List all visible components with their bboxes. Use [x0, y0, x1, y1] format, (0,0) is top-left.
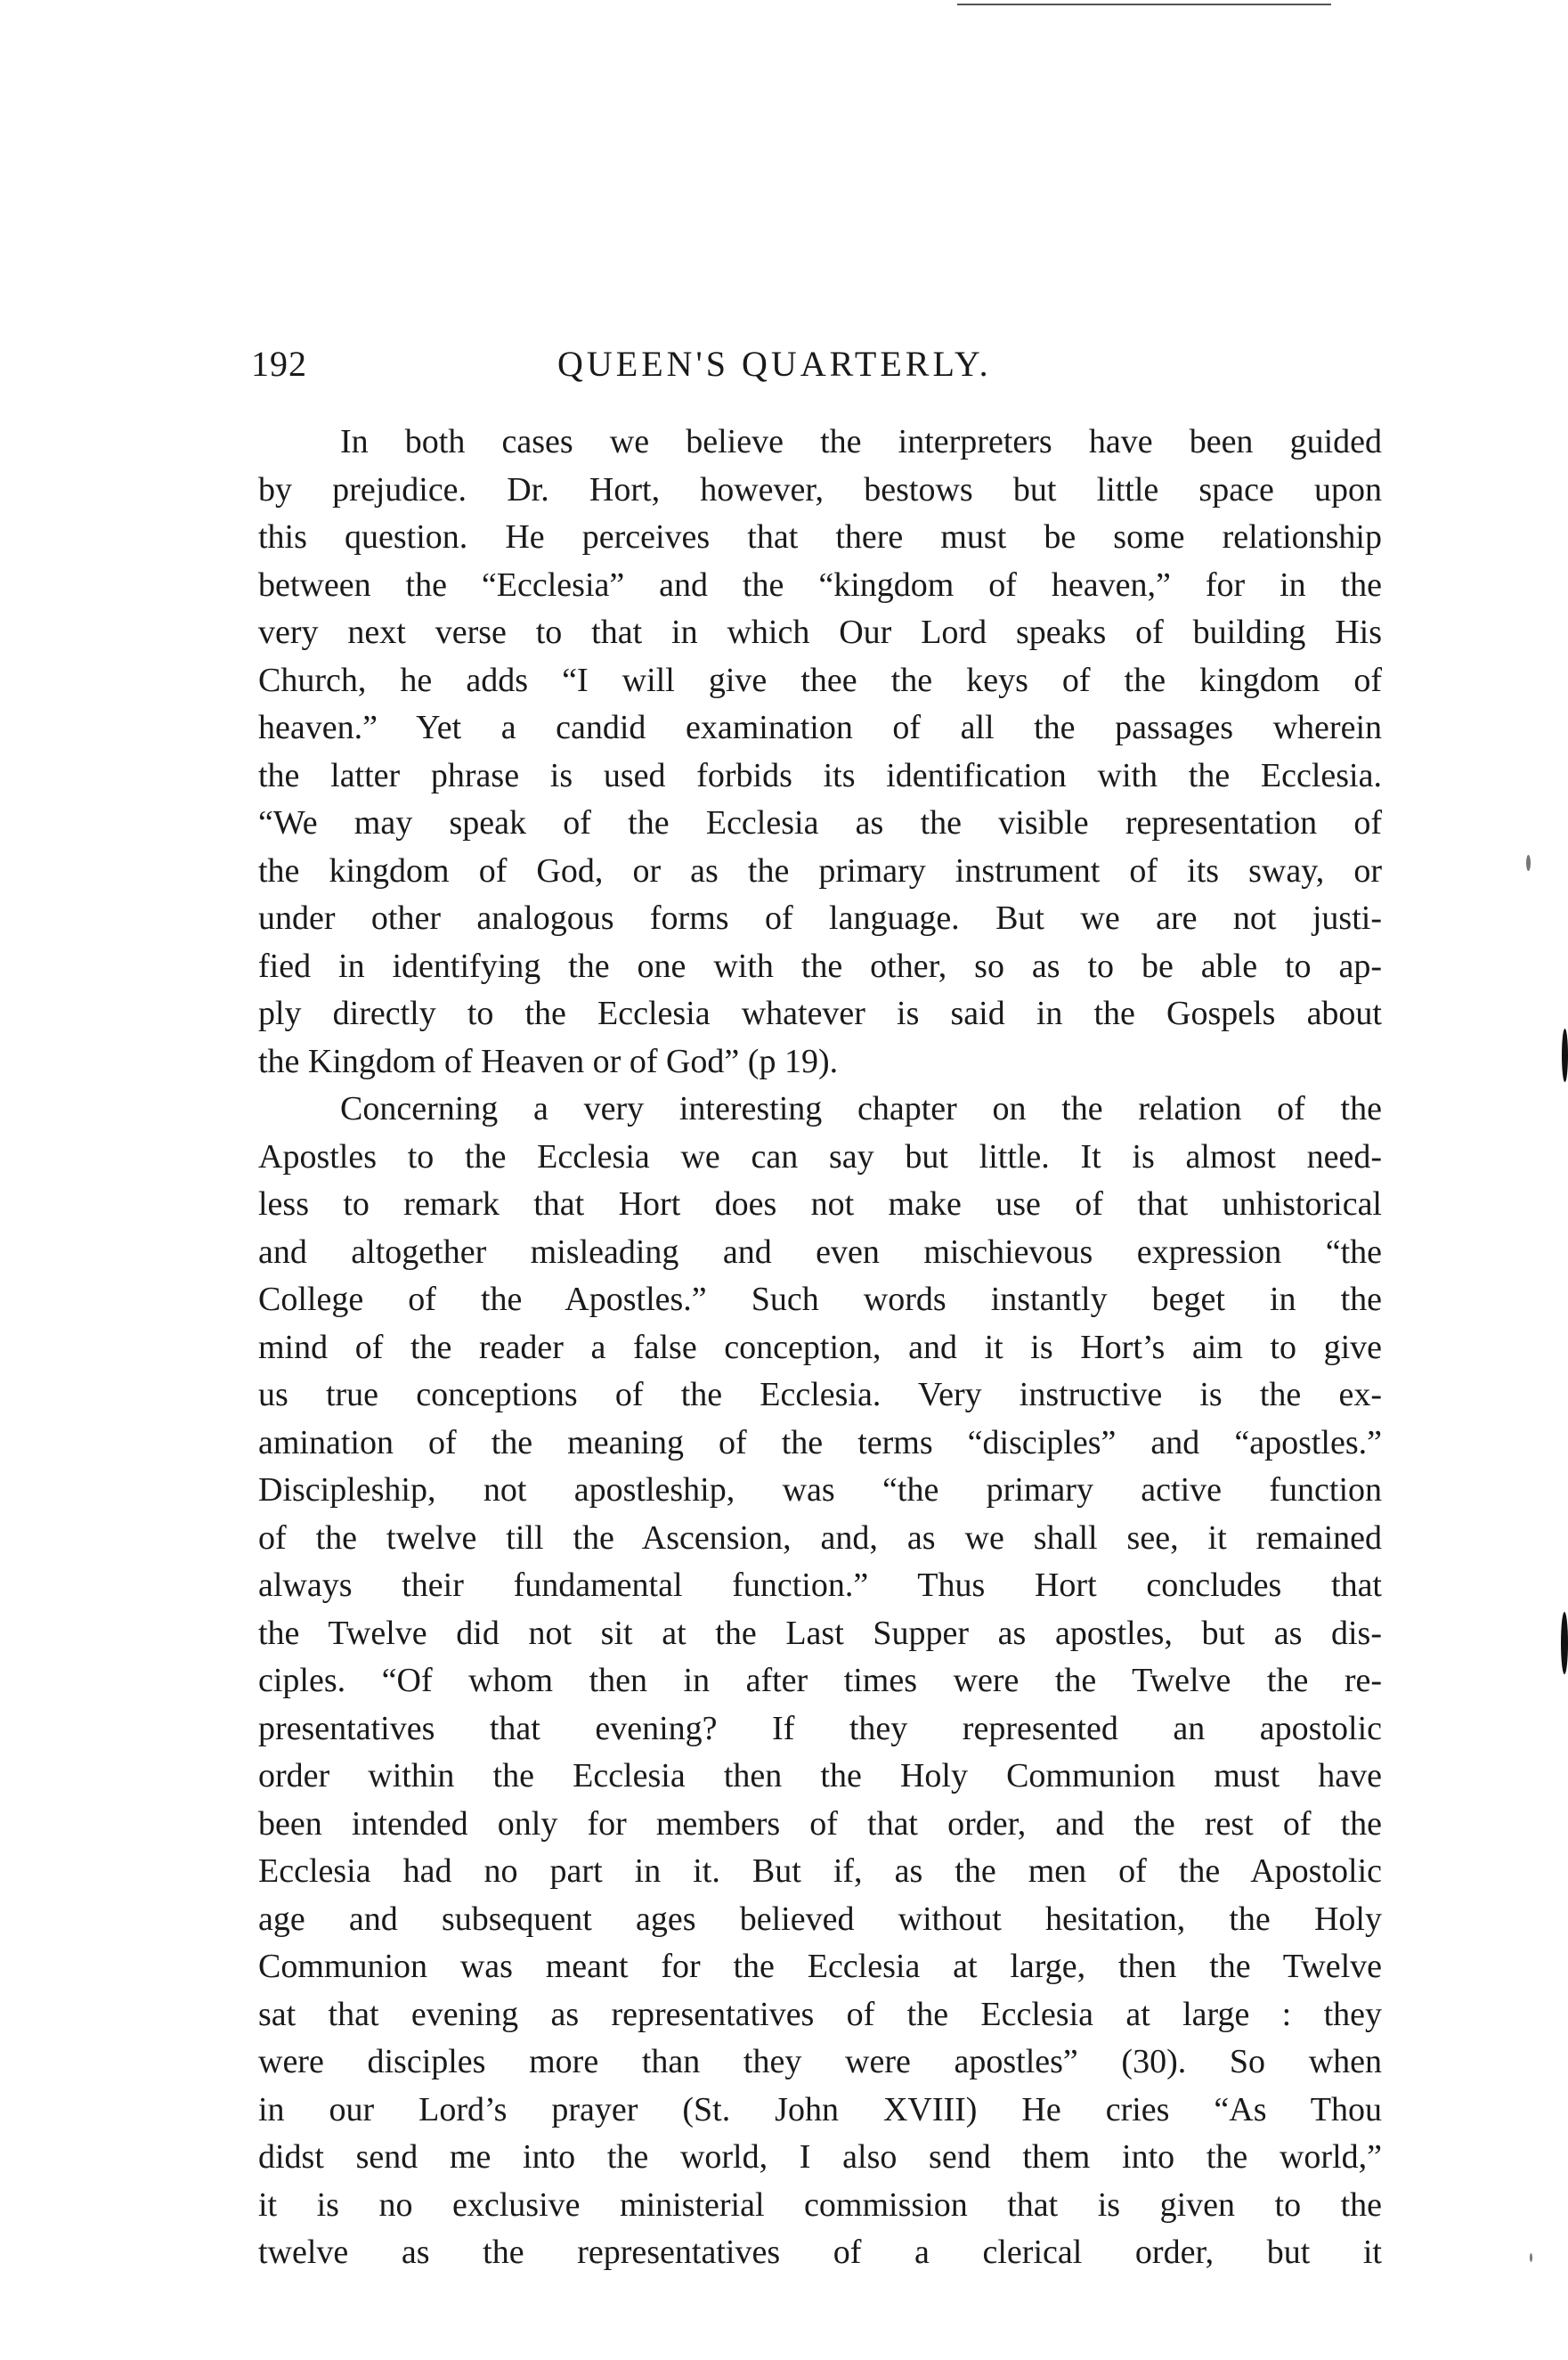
text-line: Ecclesia had no part in it. But if, as the men of the Apostolic: [258, 1852, 1382, 1890]
text-line: “We may speak of the Ecclesia as the visible representation of: [258, 804, 1382, 842]
text-line: this question. He perceives that there must be some relationship: [258, 518, 1382, 556]
text-line: in our Lord’s prayer (St. John XVIII) He cries “As Thou: [258, 2090, 1382, 2128]
text-line: Concerning a very interesting chapter on the relation of the: [340, 1090, 1382, 1127]
running-head: [239, 343, 1396, 396]
journal-title: QUEEN'S QUARTERLY.: [557, 344, 992, 384]
text-line: fied in identifying the one with the other, so as to be able to ap-: [258, 947, 1382, 985]
top-edge-rule: [957, 4, 1331, 5]
text-line: sat that evening as representatives of the Ecclesia at large : they: [258, 1995, 1382, 2033]
text-line: didst send me into the world, I also send them into the world,”: [258, 2138, 1382, 2176]
text-line: Apostles to the Ecclesia we can say but little. It is almost need-: [258, 1137, 1382, 1176]
text-line: ciples. “Of whom then in after times were the Twelve the re-: [258, 1662, 1382, 1699]
text-line: been intended only for members of that order, and the rest of the: [258, 1804, 1382, 1843]
text-line: the latter phrase is used forbids its identification with the Ecclesia.: [258, 756, 1382, 794]
text-line: were disciples more than they were apostles” (30). So when: [258, 2043, 1382, 2080]
text-line: twelve as the representatives of a clerical order, but it: [258, 2234, 1382, 2271]
text-line: between the “Ecclesia” and the “kingdom of heaven,” for in the: [258, 566, 1382, 604]
text-line: mind of the reader a false conception, and it is Hort’s aim to give: [258, 1328, 1382, 1366]
text-line: ply directly to the Ecclesia whatever is said in the Gospels about: [258, 995, 1382, 1032]
margin-speck: [1526, 855, 1531, 871]
text-line: In both cases we believe the interpreters have been guided: [340, 423, 1382, 460]
text-line: presentatives that evening? If they represented an apostolic: [258, 1709, 1382, 1747]
body-text: [258, 419, 1382, 2277]
page-number: 192: [251, 344, 307, 384]
text-line: the Twelve did not sit at the Last Supper as apostles, but as dis-: [258, 1614, 1382, 1652]
text-line: College of the Apostles.” Such words instantly beget in the: [258, 1281, 1382, 1318]
text-line: us true conceptions of the Ecclesia. Very instructive is the ex-: [258, 1376, 1382, 1413]
text-line: order within the Ecclesia then the Holy Communion must have: [258, 1757, 1382, 1794]
text-line: always their fundamental function.” Thus Hort concludes that: [258, 1567, 1382, 1604]
margin-ink-mark: [1561, 1612, 1568, 1674]
text-line: Discipleship, not apostleship, was “the primary active function: [258, 1471, 1382, 1509]
margin-speck: [1530, 2253, 1532, 2262]
text-line: age and subsequent ages believed without hesitation, the Holy: [258, 1900, 1382, 1938]
text-line: the kingdom of God, or as the primary instrument of its sway, or: [258, 851, 1382, 890]
text-line: heaven.” Yet a candid examination of all the passages wherein: [258, 709, 1382, 746]
text-line: under other analogous forms of language. But we are not justi-: [258, 899, 1382, 937]
text-line: very next verse to that in which Our Lord speaks of building His: [258, 614, 1382, 651]
text-line: of the twelve till the Ascension, and, as we shall see, it remained: [258, 1518, 1382, 1557]
text-line: and altogether misleading and even mischievous expression “the: [258, 1233, 1382, 1271]
text-line: Church, he adds “I will give thee the keys of the kingdom of: [258, 661, 1382, 699]
text-line: Communion was meant for the Ecclesia at large, then the Twelve: [258, 1948, 1382, 1985]
text-line: it is no exclusive ministerial commission that is given to the: [258, 2185, 1382, 2224]
text-line: by prejudice. Dr. Hort, however, bestows but little space upon: [258, 470, 1382, 509]
text-line: the Kingdom of Heaven or of God” (p 19).: [258, 1042, 839, 1080]
text-line: less to remark that Hort does not make use of that unhistorical: [258, 1185, 1382, 1223]
text-line: amination of the meaning of the terms “disciples” and “apostles.”: [258, 1423, 1382, 1461]
margin-ink-mark: [1562, 1029, 1568, 1082]
